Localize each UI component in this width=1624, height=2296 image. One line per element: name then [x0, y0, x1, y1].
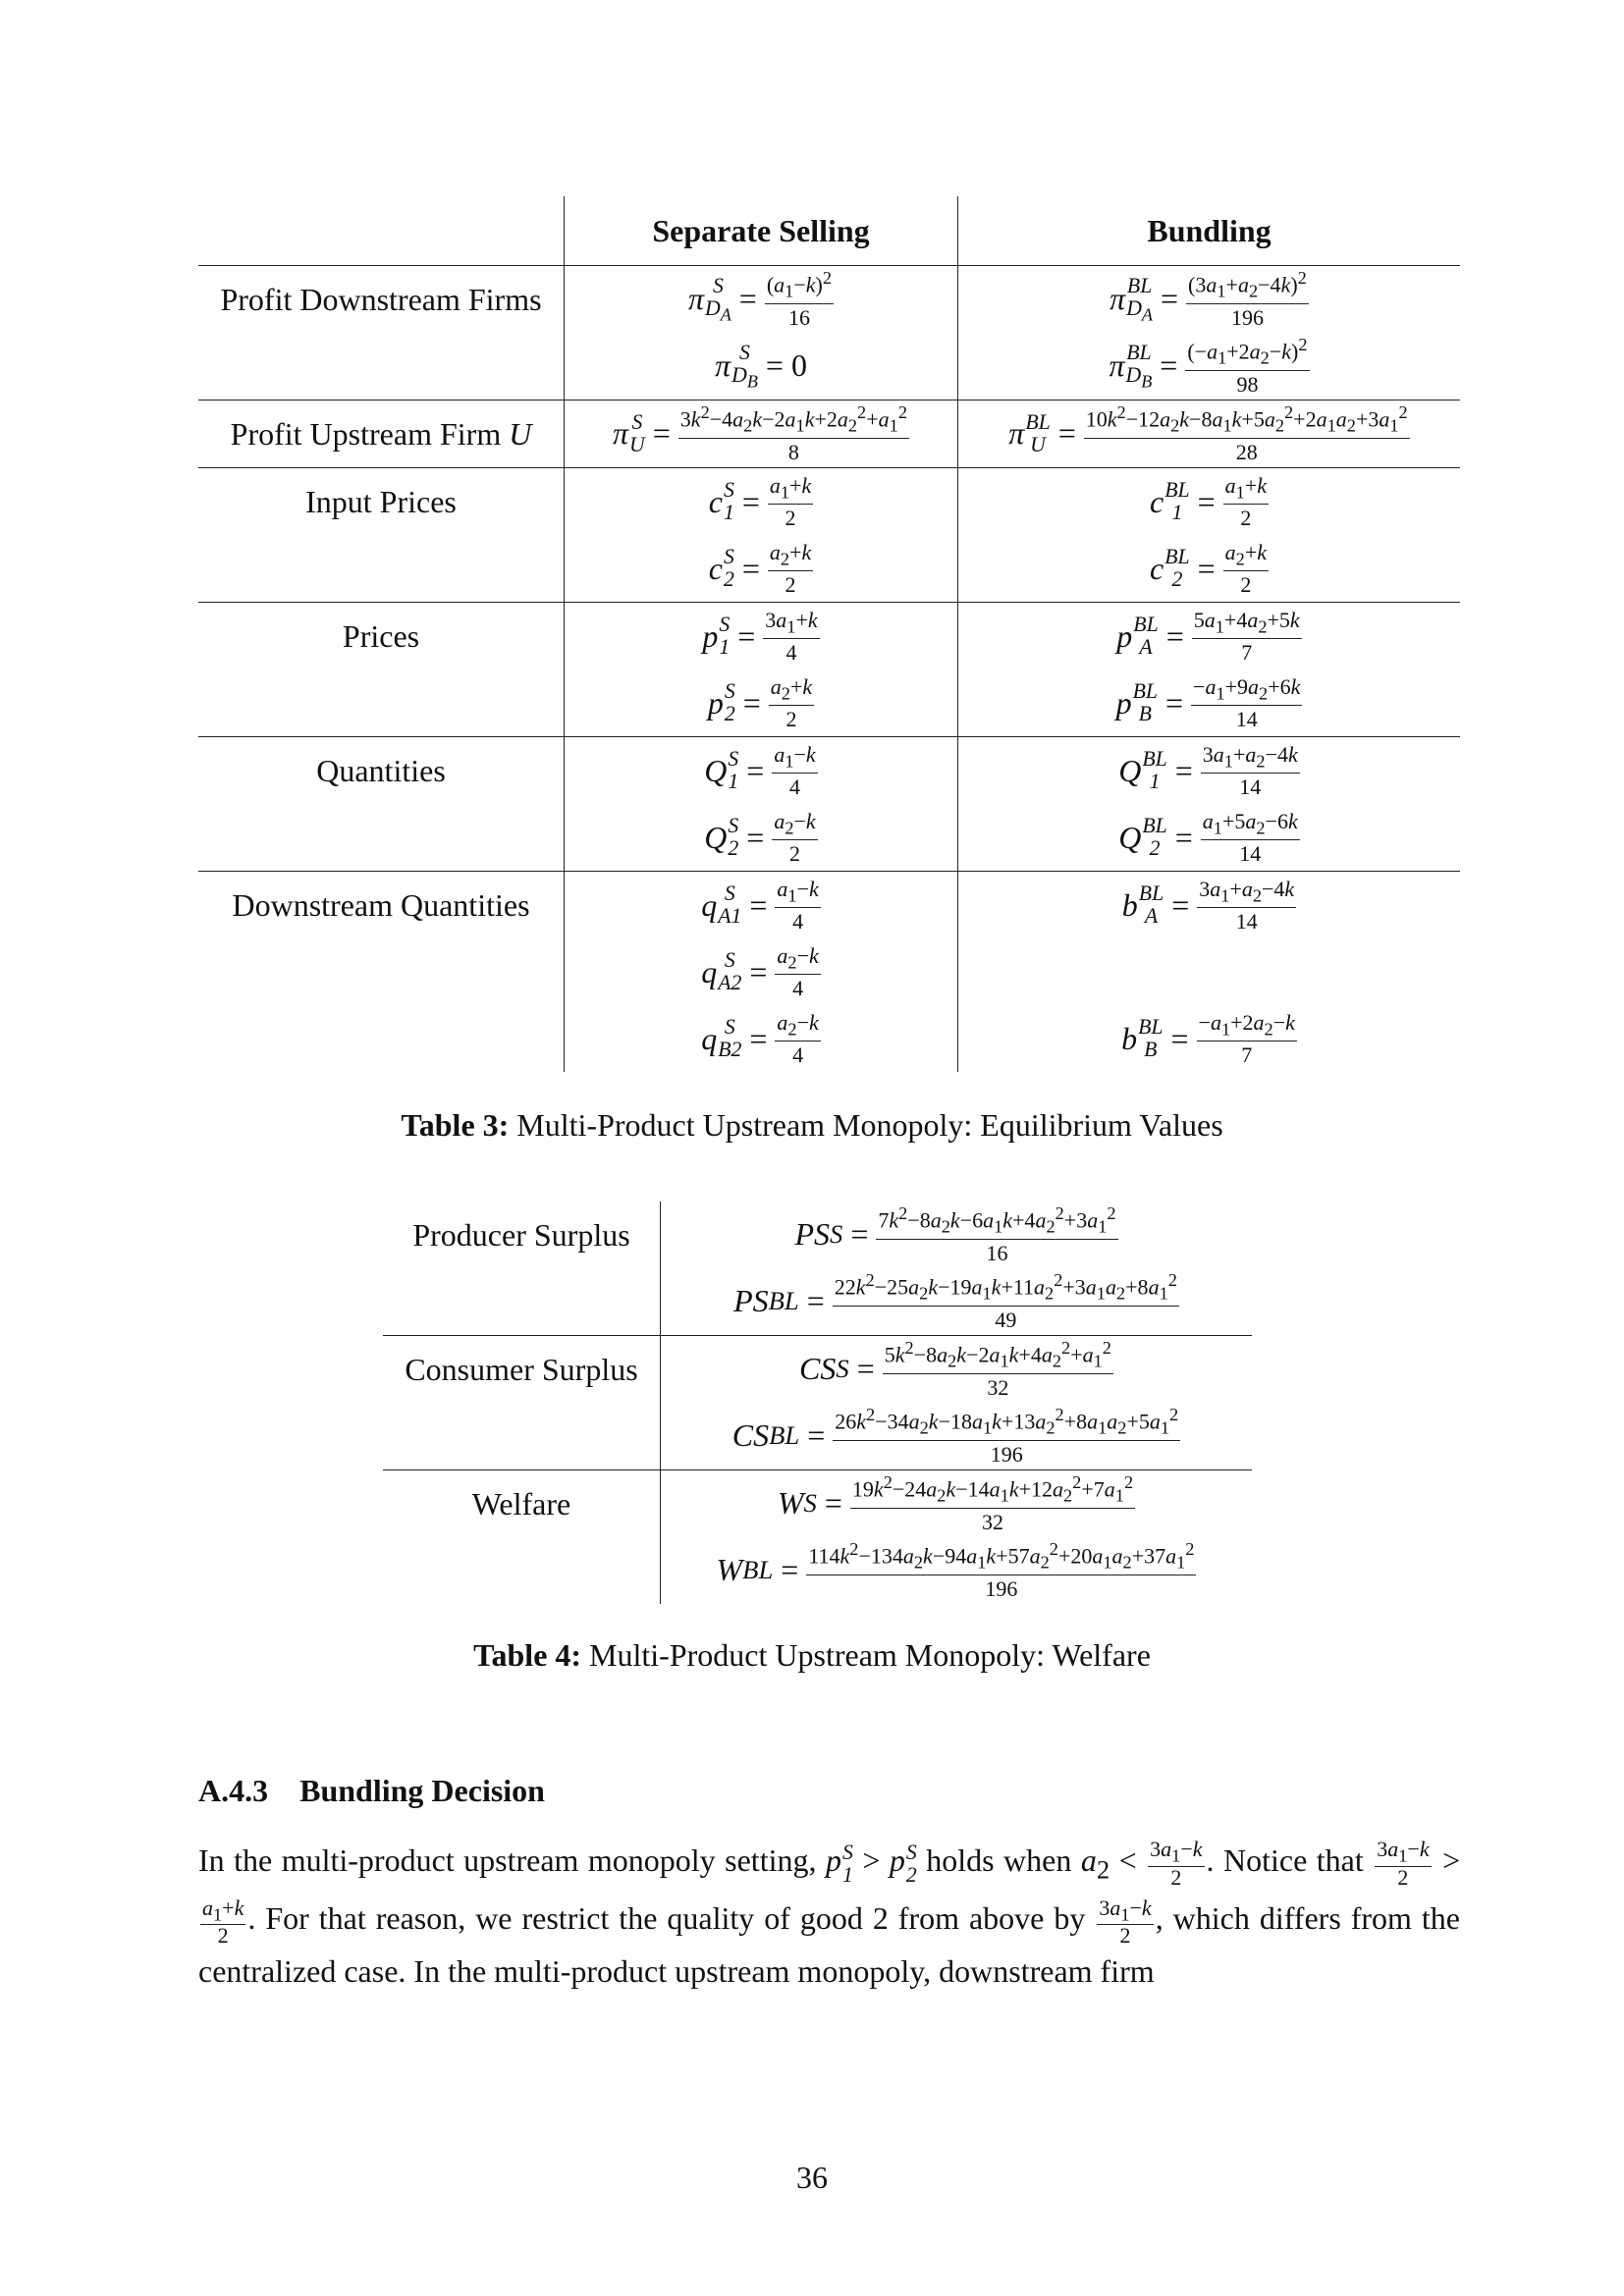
- eq-pa-bl: p BL A = $5a_1+4a_2+5k$ 7: [958, 603, 1461, 670]
- eq-q1-s: Q S 1 = $a_1-k$ 4: [565, 737, 958, 805]
- eq-ps-bl: PS BL = $22k^2-25a_2k-19a_1k+11a_2^2+3a_1a_2+8a_1^2$ 49: [661, 1268, 1253, 1336]
- row-label-profit-upstream: Profit Upstream Firm U: [198, 400, 565, 468]
- row-label-input-prices: Input Prices: [198, 468, 565, 603]
- header-empty: [198, 196, 565, 266]
- para-text-2: holds when: [926, 1842, 1072, 1878]
- row-label-welfare: Welfare: [383, 1470, 661, 1605]
- eq-pb-bl: p BL B = $-a_1+9a_2+6k$ 14: [958, 669, 1461, 737]
- eq-c1-bl: c BL 1 = $a_1+k$ 2: [958, 468, 1461, 536]
- body-paragraph: In the multi-product upstream monopoly setting, p S 1 > p S 2 holds when $a_2$ < $\frac{3a_1-k}{2}$ . Notice that $\frac{3a_1-k}{2}$ > $\frac{a_1+k}{2}$ . For that reason, we restrict the quality of good 2 from above by $\frac{3a_1-k}{2}$ , which differs from the centralized case. In the multi-product upstream monopoly, downstream firm: [198, 1837, 1461, 1990]
- eq-w-s: W S = $19k^2-24a_2k-14a_1k+12a_2^2+7a_1^2$ 32: [661, 1470, 1253, 1538]
- eq-q2-s: Q S 2 = $a_2-k$ 2: [565, 804, 958, 872]
- row-label-consumer-surplus: Consumer Surplus: [383, 1336, 661, 1470]
- eq-w-bl: W BL = $114k^2-134a_2k-94a_1k+57a_2^2+20a_1a_2+37a_1^2$ 196: [661, 1537, 1253, 1604]
- row-label-prices: Prices: [198, 603, 565, 737]
- para-text-5: , which differs from the centralized case. In the multi-product upstream monopoly, downstream firm: [198, 1900, 1461, 1990]
- para-text-1: In the multi-product upstream monopoly setting,: [198, 1842, 817, 1878]
- section-number: A.4.3: [198, 1773, 269, 1808]
- section-title: Bundling Decision: [299, 1773, 545, 1808]
- eq-p1-s: p S 1 = $3a_1+k$ 4: [565, 603, 958, 670]
- eq-cs-s: CS S = $5k^2-8a_2k-2a_1k+4a_2^2+a_1^2$ 32: [661, 1336, 1253, 1404]
- eq-p2-s: p S 2 = $a_2+k$ 2: [565, 669, 958, 737]
- row-label-producer-surplus: Producer Surplus: [412, 1217, 630, 1253]
- eq-qb2-s: q S B2 = $a_2-k$ 4: [565, 1005, 958, 1072]
- table3-caption-label: Table 3:: [401, 1107, 510, 1143]
- para-text-3: . Notice that: [1206, 1842, 1364, 1878]
- eq-pi-da-bl: π BL $D_A$ = $(3a_1+a_2-4k)^2$ 196: [958, 266, 1461, 334]
- row-label-quantities: Quantities: [198, 737, 565, 872]
- table3-caption-text: Multi-Product Upstream Monopoly: Equilibrium Values: [516, 1107, 1223, 1143]
- header-separate-selling: Separate Selling: [565, 196, 958, 266]
- eq-pi-da-s: π S $D_A$ = $(a_1-k)^2$ 16: [565, 266, 958, 334]
- section-heading: [198, 1773, 545, 1809]
- para-text-4: . For that reason, we restrict the quality of good 2 from above by: [247, 1900, 1086, 1937]
- eq-ba-bl: b BL A = $3a_1+a_2-4k$ 14: [958, 872, 1461, 939]
- empty-cell: [958, 938, 1461, 1005]
- eq-qa2-s: q S A2 = $a_2-k$ 4: [565, 938, 958, 1005]
- eq-q2-bl: Q BL 2 = $a_1+5a_2-6k$ 14: [958, 804, 1461, 872]
- eq-ps-s: PS S = $7k^2-8a_2k-6a_1k+4a_2^2+3a_1^2$ 16: [661, 1201, 1253, 1268]
- eq-bb-bl: b BL B = $-a_1+2a_2-k$ 7: [958, 1005, 1461, 1072]
- table4-caption-text: Multi-Product Upstream Monopoly: Welfare: [589, 1637, 1151, 1673]
- eq-c2-bl: c BL 2 = $a_2+k$ 2: [958, 535, 1461, 603]
- welfare-table: [383, 1201, 1252, 1604]
- eq-pi-u-s: π S U = $3k^2-4a_2k-2a_1k+2a_2^2+a_1^2$ 8: [565, 400, 958, 468]
- eq-qa1-s: q S A1 = $a_1-k$ 4: [565, 872, 958, 939]
- row-label-downstream-quantities: Downstream Quantities: [198, 872, 565, 1073]
- row-label-profit-downstream: Profit Downstream Firms: [198, 266, 565, 400]
- eq-pi-db-s: π S $D_B$ = 0: [565, 333, 958, 400]
- eq-pi-u-bl: π BL U = $10k^2-12a_2k-8a_1k+5a_2^2+2a_1a_2+3a_1^2$ 28: [958, 400, 1461, 468]
- eq-pi-db-bl: π BL $D_B$ = $(-a_1+2a_2-k)^2$ 98: [958, 333, 1461, 400]
- eq-c2-s: c S 2 = $a_2+k$ 2: [565, 535, 958, 603]
- upstream-firm-letter: U: [509, 415, 532, 452]
- header-bundling: Bundling: [958, 196, 1461, 266]
- page-number: 36: [796, 2160, 828, 2195]
- table3-caption: [0, 1107, 1624, 1144]
- table4-caption: [0, 1637, 1624, 1674]
- eq-q1-bl: Q BL 1 = $3a_1+a_2-4k$ 14: [958, 737, 1461, 805]
- equilibrium-values-table: [198, 196, 1460, 1072]
- table4-caption-label: Table 4:: [473, 1637, 582, 1673]
- eq-c1-s: c S 1 = $a_1+k$ 2: [565, 468, 958, 536]
- eq-cs-bl: CS BL = $26k^2-34a_2k-18a_1k+13a_2^2+8a_1a_2+5a_1^2$ 196: [661, 1403, 1253, 1470]
